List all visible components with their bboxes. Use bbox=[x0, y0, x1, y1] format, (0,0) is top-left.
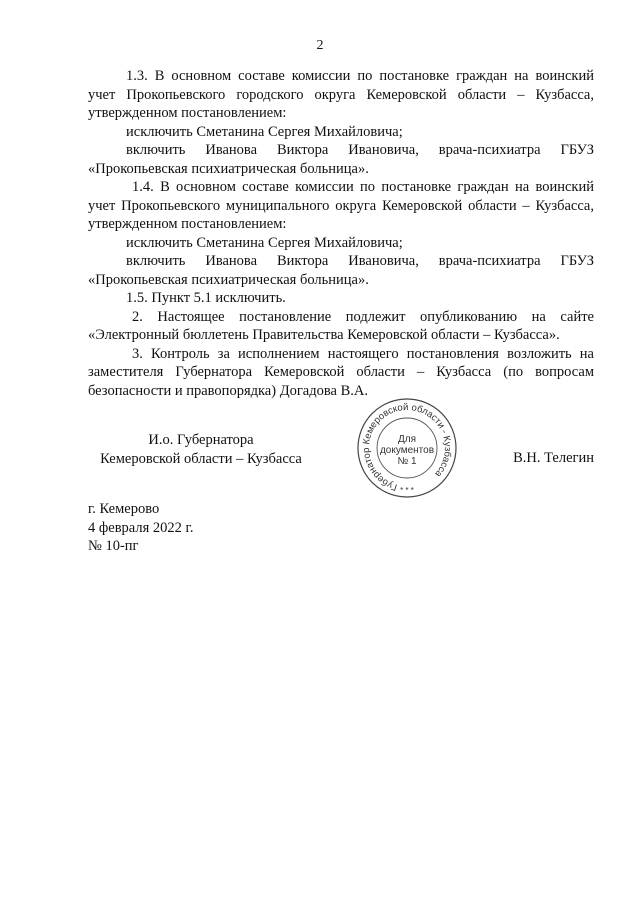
signatory-title-line2: Кемеровской области – Кузбасса bbox=[100, 450, 302, 467]
exclude-line-1: исключить Сметанина Сергея Михайловича; bbox=[126, 123, 403, 140]
footer-city: г. Кемерово bbox=[88, 501, 160, 517]
document-footer bbox=[88, 500, 193, 556]
include-line-1: включить Иванова Виктора Ивановича, врача-психиатра ГБУЗ «Прокопьевская психиатрическая больница». bbox=[88, 142, 594, 177]
paragraph-2: 2. Настоящее постановление подлежит опубликованию на сайте «Электронный бюллетень Правительства Кемеровской области – Кузбасса». bbox=[88, 308, 594, 343]
include-line-2: включить Иванова Виктора Ивановича, врача-психиатра ГБУЗ «Прокопьевская психиатрическая больница». bbox=[88, 253, 594, 288]
seal-ring-text: Губернатор Кемеровской области - Кузбасса bbox=[360, 401, 454, 493]
seal-center-line3: № 1 bbox=[397, 456, 417, 467]
signatory-name: В.Н. Телегин bbox=[513, 450, 594, 466]
paragraph-1-3: 1.3. В основном составе комиссии по постановке граждан на воинский учет Прокопьевского городского округа Кемеровской области – Кузбасса, утвержденном постановлением: bbox=[88, 68, 594, 121]
footer-doc-number: № 10-пг bbox=[88, 538, 139, 554]
seal-center-line2: документов bbox=[379, 445, 435, 456]
paragraph-1-5: 1.5. Пункт 5.1 исключить. bbox=[126, 290, 286, 306]
paragraph-3: 3. Контроль за исполнением настоящего постановления возложить на заместителя Губернатора Кемеровской области – Кузбасса (по вопросам безопасности и правопорядка) Догадова В.А. bbox=[88, 345, 594, 399]
signatory-title bbox=[88, 431, 314, 468]
page-number: 2 bbox=[316, 38, 324, 53]
seal-stars: * * * bbox=[400, 486, 414, 495]
seal-center-line1: Для bbox=[397, 434, 417, 445]
document-body bbox=[88, 67, 594, 400]
footer-date: 4 февраля 2022 г. bbox=[88, 519, 194, 536]
exclude-line-2: исключить Сметанина Сергея Михайловича; bbox=[126, 234, 403, 251]
signatory-title-line1: И.о. Губернатора bbox=[148, 432, 254, 448]
official-seal bbox=[342, 397, 472, 505]
paragraph-1-4: 1.4. В основном составе комиссии по постановке граждан на воинский учет Прокопьевского муниципального округа Кемеровской области – Кузбасса, утвержденном постановлением: bbox=[88, 179, 594, 232]
